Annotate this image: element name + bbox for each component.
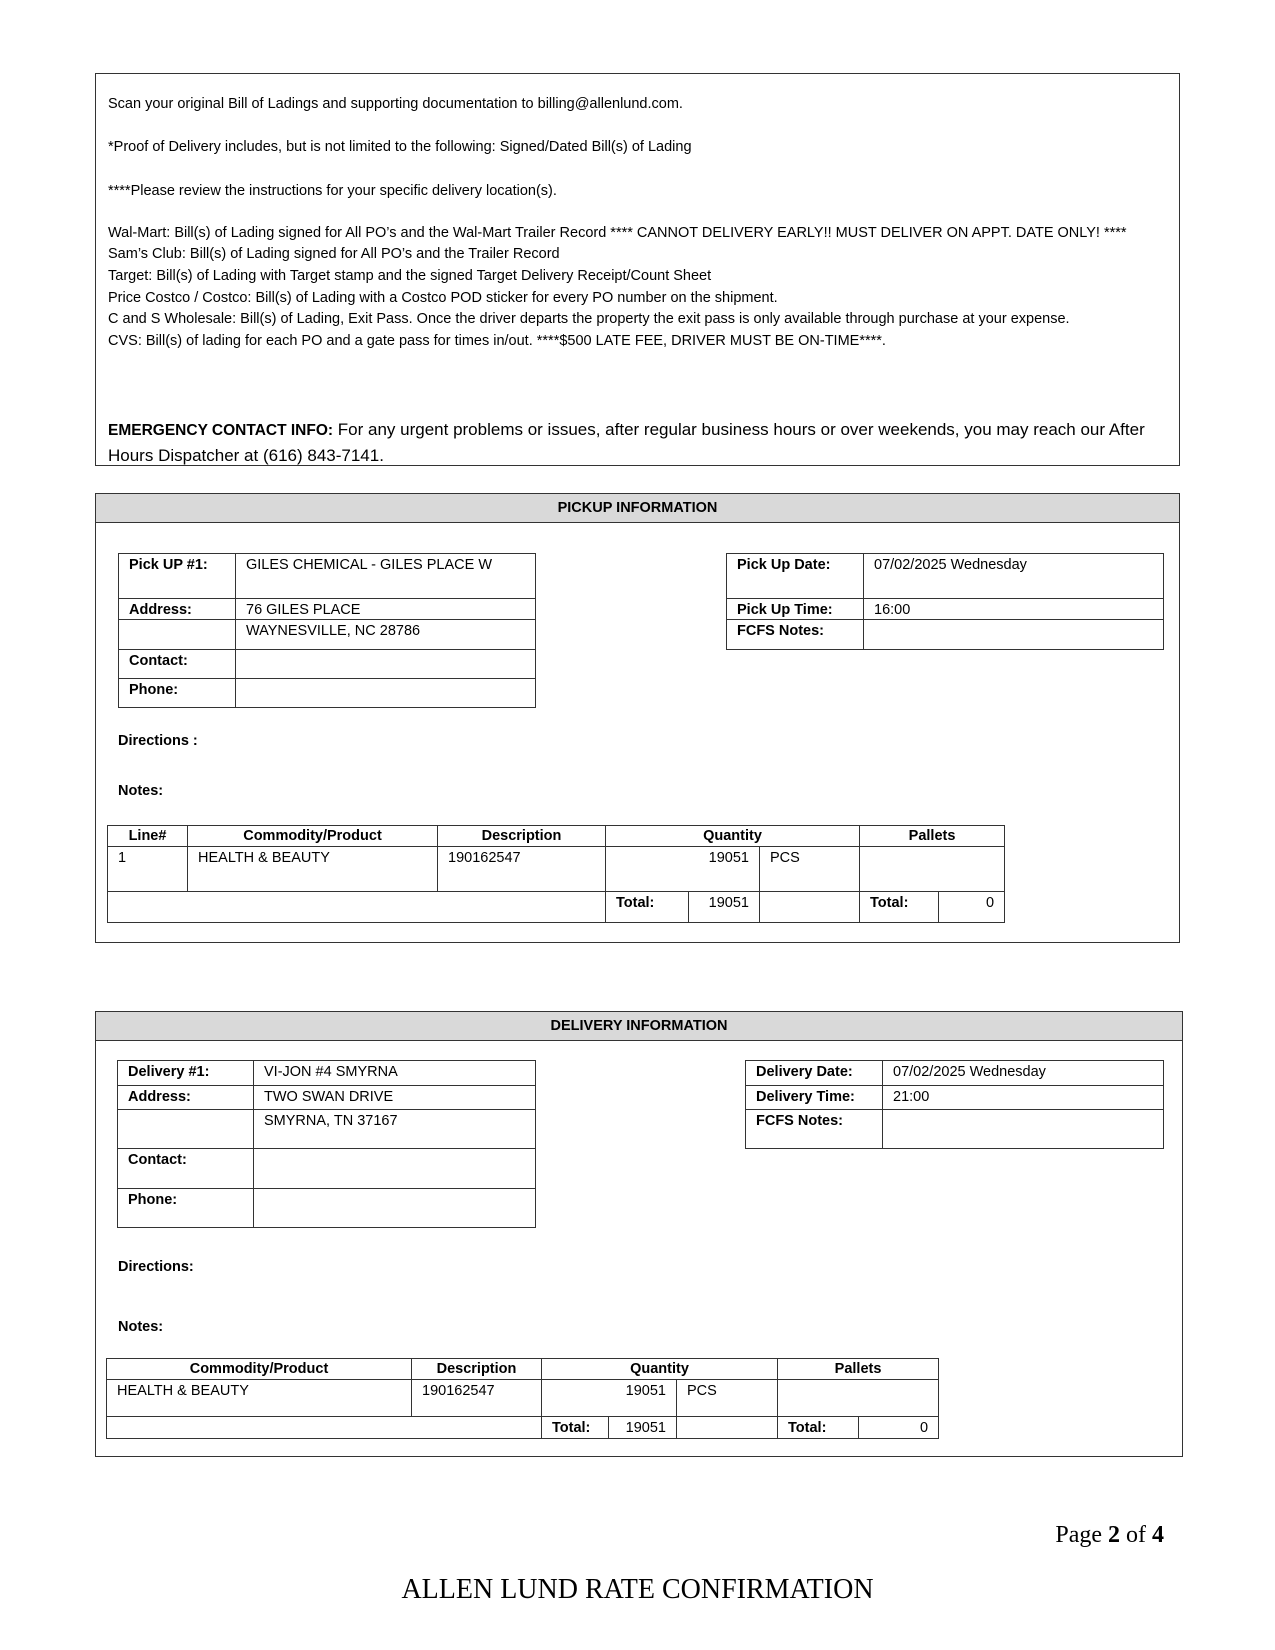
delivery-phone-value [254, 1189, 536, 1228]
page-total: 4 [1152, 1522, 1164, 1548]
delivery-contact-label: Contact: [118, 1149, 254, 1189]
total-pallets-label: Total: [860, 892, 939, 923]
delivery-fcfs-label: FCFS Notes: [746, 1110, 883, 1149]
col-quantity: Quantity [606, 826, 860, 847]
pickup-time-label: Pick Up Time: [727, 599, 864, 620]
pickup-contact-label: Contact: [119, 650, 236, 679]
delivery-address-line2: SMYRNA, TN 37167 [254, 1110, 536, 1149]
pickup-phone-label: Phone: [119, 679, 236, 708]
col-description: Description [412, 1359, 542, 1380]
row-description: 190162547 [412, 1380, 542, 1417]
pickup-fcfs-value [864, 620, 1164, 650]
pickup-time-value: 16:00 [864, 599, 1164, 620]
row-description: 190162547 [438, 847, 606, 892]
pickup-phone-value [236, 679, 536, 708]
delivery-date-value: 07/02/2025 Wednesday [883, 1061, 1164, 1086]
delivery-schedule-table [745, 1060, 1164, 1149]
pickup-address-line1: 76 GILES PLACE [236, 599, 536, 620]
delivery-address-label: Address: [118, 1086, 254, 1110]
total-qty-blank [760, 892, 860, 923]
pickup-date-label: Pick Up Date: [727, 554, 864, 599]
page-of: of [1120, 1522, 1152, 1548]
delivery-contact-value [254, 1149, 536, 1189]
col-commodity: Commodity/Product [107, 1359, 412, 1380]
review-instruction: ****Please review the instructions for your specific delivery location(s). [108, 183, 557, 199]
row-commodity: HEALTH & BEAUTY [188, 847, 438, 892]
page-number [1055, 1522, 1164, 1549]
delivery-location-table [117, 1060, 536, 1228]
total-qty-blank [677, 1417, 778, 1439]
pickup-contact-value [236, 650, 536, 679]
delivery-commodity-table [106, 1358, 939, 1439]
document-footer-title: ALLEN LUND RATE CONFIRMATION [401, 1574, 874, 1605]
total-qty-value: 19051 [609, 1417, 677, 1439]
pickup-address-label: Address: [119, 599, 236, 620]
pickup-commodity-table [107, 825, 1005, 923]
delivery-label: Delivery #1: [118, 1061, 254, 1086]
row-unit: PCS [760, 847, 860, 892]
cands-instruction: C and S Wholesale: Bill(s) of Lading, Exit Pass. Once the driver departs the property the exit pass is only available through purchase at your expense. [108, 311, 1070, 327]
sams-instruction: Sam’s Club: Bill(s) of Lading signed for All PO’s and the Trailer Record [108, 246, 560, 262]
pickup-location-table [118, 553, 536, 708]
total-spacer [108, 892, 606, 923]
col-quantity: Quantity [542, 1359, 778, 1380]
costco-instruction: Price Costco / Costco: Bill(s) of Lading with a Costco POD sticker for every PO number on the shipment. [108, 290, 778, 306]
table-row [108, 847, 1005, 892]
total-pallets-value: 0 [939, 892, 1005, 923]
delivery-date-label: Delivery Date: [746, 1061, 883, 1086]
delivery-header: DELIVERY INFORMATION [96, 1012, 1182, 1041]
delivery-time-label: Delivery Time: [746, 1086, 883, 1110]
col-line: Line# [108, 826, 188, 847]
total-pallets-label: Total: [778, 1417, 859, 1439]
pickup-name: GILES CHEMICAL - GILES PLACE W [236, 554, 536, 599]
proof-of-delivery-note: *Proof of Delivery includes, but is not limited to the following: Signed/Dated Bill(s) of Lading [108, 139, 692, 155]
pickup-date-value: 07/02/2025 Wednesday [864, 554, 1164, 599]
col-pallets: Pallets [778, 1359, 939, 1380]
pickup-header: PICKUP INFORMATION [96, 494, 1179, 523]
delivery-time-value: 21:00 [883, 1086, 1164, 1110]
col-description: Description [438, 826, 606, 847]
emergency-label: EMERGENCY CONTACT INFO: [108, 422, 334, 439]
col-commodity: Commodity/Product [188, 826, 438, 847]
delivery-name: VI-JON #4 SMYRNA [254, 1061, 536, 1086]
pickup-address-line2: WAYNESVILLE, NC 28786 [236, 620, 536, 650]
scan-instruction: Scan your original Bill of Ladings and supporting documentation to billing@allenlund.com. [108, 96, 683, 112]
row-unit: PCS [677, 1380, 778, 1417]
row-commodity: HEALTH & BEAUTY [107, 1380, 412, 1417]
cvs-instruction: CVS: Bill(s) of lading for each PO and a gate pass for times in/out. ****$500 LATE FEE, DRIVER MUST BE ON-TIME****. [108, 333, 886, 349]
row-pallets [860, 847, 1005, 892]
emergency-contact [108, 417, 1163, 468]
target-instruction: Target: Bill(s) of Lading with Target stamp and the signed Target Delivery Receipt/Count Sheet [108, 268, 712, 284]
total-qty-label: Total: [542, 1417, 609, 1439]
delivery-address-line1: TWO SWAN DRIVE [254, 1086, 536, 1110]
row-pallets [778, 1380, 939, 1417]
total-spacer [107, 1417, 542, 1439]
page-prefix: Page [1055, 1522, 1108, 1548]
walmart-instruction: Wal-Mart: Bill(s) of Lading signed for All PO’s and the Wal-Mart Trailer Record **** CANNOT DELIVERY EARLY!! MUST DELIVER ON APPT. DATE ONLY! **** [108, 225, 1127, 241]
delivery-phone-label: Phone: [118, 1189, 254, 1228]
table-row [107, 1380, 939, 1417]
pickup-fcfs-label: FCFS Notes: [727, 620, 864, 650]
delivery-directions-label: Directions: [118, 1259, 194, 1275]
row-line: 1 [108, 847, 188, 892]
row-quantity: 19051 [606, 847, 760, 892]
total-qty-label: Total: [606, 892, 689, 923]
page-current: 2 [1108, 1522, 1120, 1548]
pickup-address-blank [119, 620, 236, 650]
pickup-schedule-table [726, 553, 1164, 650]
total-pallets-value: 0 [859, 1417, 939, 1439]
total-qty-value: 19051 [689, 892, 760, 923]
pickup-directions-label: Directions : [118, 733, 198, 749]
col-pallets: Pallets [860, 826, 1005, 847]
pickup-notes-label: Notes: [118, 783, 164, 799]
emergency-text: For any urgent problems or issues, after regular business hours or over weekends, you may reach our After Hours Dispatcher at (616) 843-7141. [108, 420, 1145, 465]
row-quantity: 19051 [542, 1380, 677, 1417]
pickup-label: Pick UP #1: [119, 554, 236, 599]
delivery-notes-label: Notes: [118, 1319, 164, 1335]
delivery-fcfs-value [883, 1110, 1164, 1149]
delivery-address-blank [118, 1110, 254, 1149]
